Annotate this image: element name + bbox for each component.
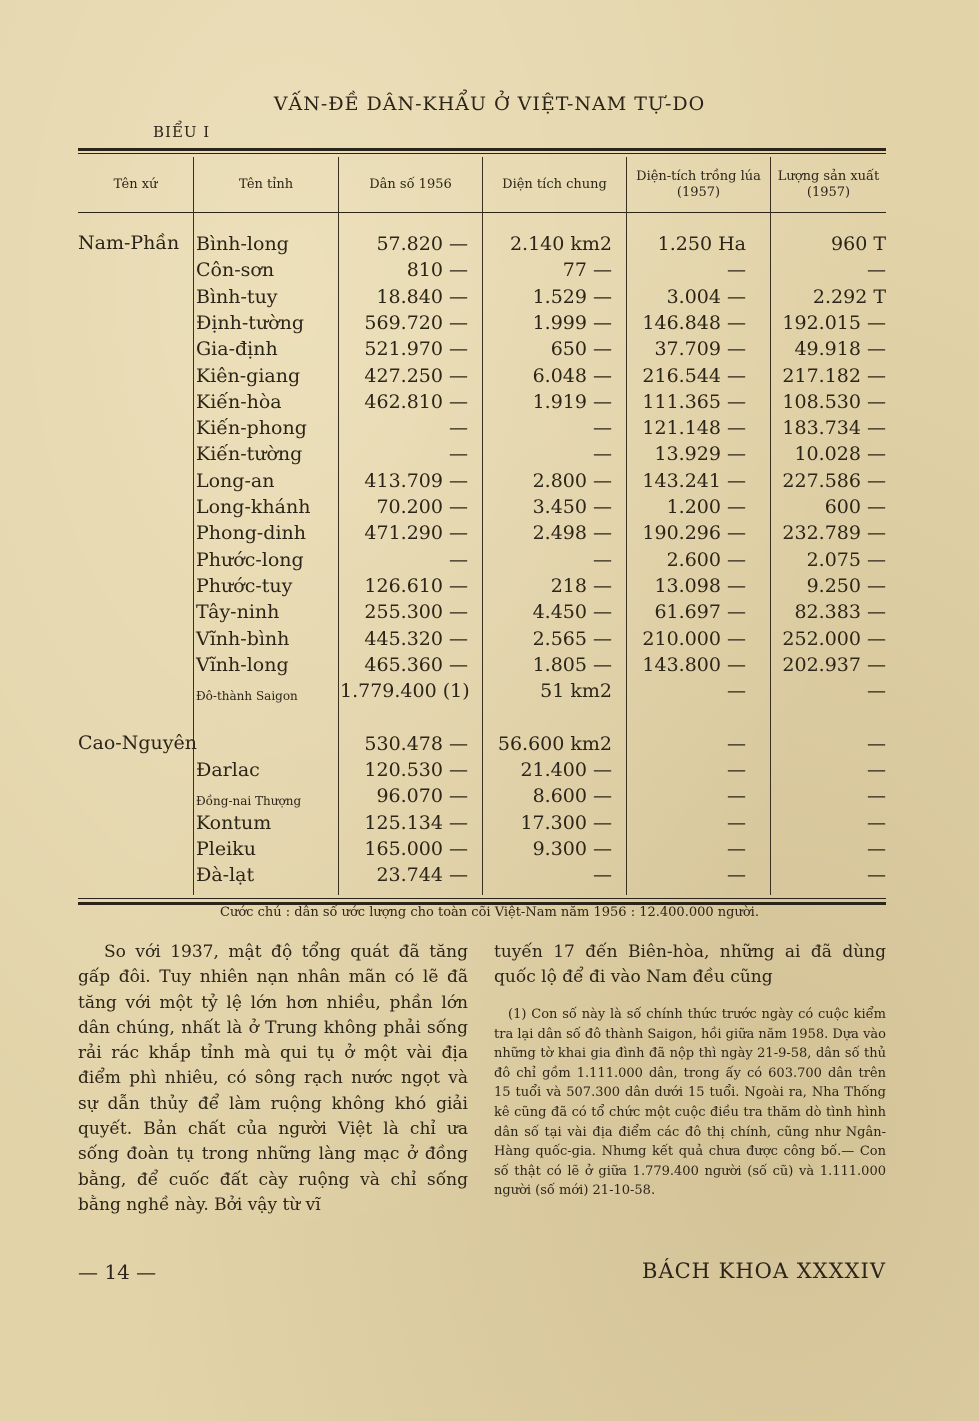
province-name: Kiến-phong — [196, 417, 307, 440]
table-top-rule-thin — [78, 153, 886, 154]
province-name: Phong-dinh — [196, 522, 306, 545]
rice-area-value: 13.929 — — [654, 443, 746, 466]
population-value: 465.360 — — [364, 653, 468, 676]
header-province: Tên tỉnh — [238, 177, 294, 192]
province-name: Phước-tuy — [196, 574, 293, 597]
area-value: 77 — — [562, 259, 612, 282]
body-text-left: So với 1937, mật độ tổng quát đã tăng gấp đôi. Tuy nhiên nạn nhân mãn có lẽ đã tăng với một tỷ lệ lớn hơn nhiều, phần lớn dân chúng, nhất là ở Trung không phải sống rải rác khắp tỉnh mà qui tụ ở một vài địa điểm phì nhiêu, có sông rạch nước ngọt và sự dẫn thủy để làm ruộng không khó giải quyết. Bản chất của người Việt là chỉ ưa sống đoàn tụ trong những làng mạc ở đồng bằng, để cuốc đất cày ruộng và chỉ sống bằng nghề này. Bởi vậy từ vĩ — [78, 942, 468, 1215]
production-value: 2.292 T — [812, 285, 886, 308]
population-value: — — [449, 548, 468, 571]
table-note: Cước chú : dân số ước lượng cho toàn cõi Việt-Nam năm 1956 : 12.400.000 người. — [220, 905, 759, 920]
production-value: 252.000 — — [782, 627, 886, 650]
population-value: 125.134 — — [364, 811, 468, 834]
area-value: 56.600 km2 — [497, 732, 612, 755]
table-bottom-rule-thin — [78, 898, 886, 899]
province-name: Kiến-tường — [196, 443, 303, 466]
province-name: Phước-long — [196, 548, 304, 571]
province-name: Đarlac — [196, 759, 260, 781]
rice-area-value: — — [727, 732, 746, 755]
area-value: 4.450 — — [532, 601, 612, 624]
population-value: 810 — — [406, 259, 468, 282]
production-value: 960 T — [831, 233, 886, 255]
area-value: 1.999 — — [532, 311, 612, 334]
rice-area-value: 13.098 — — [654, 574, 746, 597]
area-value: 218 — — [550, 574, 612, 597]
province-name: Vĩnh-long — [196, 653, 289, 676]
production-value: 202.937 — — [782, 653, 886, 676]
province-name: Côn-sơn — [196, 259, 275, 282]
province-name: Kontum — [196, 811, 272, 834]
province-name: Bình-long — [196, 233, 289, 255]
rice-area-value: — — [727, 259, 746, 282]
population-value: 18.840 — — [376, 285, 468, 308]
area-value: 2.800 — — [532, 469, 612, 492]
area-value: — — [593, 443, 612, 466]
area-value: 650 — — [550, 338, 612, 361]
province-name: Long-khánh — [196, 496, 311, 518]
rice-area-value: 1.200 — — [666, 496, 746, 518]
rice-area-value: — — [727, 811, 746, 834]
province-name: Gia-định — [196, 338, 278, 361]
population-value: 462.810 — — [364, 390, 468, 413]
population-value: 70.200 — — [376, 496, 468, 518]
production-value: 2.075 — — [806, 548, 886, 571]
population-value: 96.070 — — [376, 785, 468, 808]
area-value: 2.498 — — [532, 522, 612, 545]
production-value: 232.789 — — [782, 522, 886, 545]
population-value: 57.820 — — [376, 233, 468, 255]
rice-area-value: 190.296 — — [642, 522, 746, 545]
production-value: 49.918 — — [794, 338, 886, 361]
population-value: 165.000 — — [364, 837, 468, 860]
province-name: Vĩnh-bình — [196, 627, 290, 650]
header-total-area: Diện tích chung — [502, 177, 607, 192]
area-value: 1.529 — — [532, 285, 612, 308]
production-value: 108.530 — — [782, 390, 886, 413]
production-value: — — [867, 259, 886, 282]
area-value: 8.600 — — [532, 785, 612, 808]
header-rice-area: Diện-tích trồng lúa (1957) — [636, 169, 761, 200]
population-value: 413.709 — — [364, 469, 468, 492]
production-value: — — [867, 732, 886, 755]
rice-area-value: 216.544 — — [642, 364, 746, 387]
rice-area-value: — — [727, 785, 746, 808]
rice-area-value: — — [727, 759, 746, 781]
population-value: 569.720 — — [364, 311, 468, 334]
area-value: 2.565 — — [532, 627, 612, 650]
province-name: Đồng-nai Thượng — [196, 794, 302, 809]
area-value: 1.805 — — [532, 653, 612, 676]
population-value: 471.290 — — [364, 522, 468, 545]
rice-area-value: 210.000 — — [642, 627, 746, 650]
rice-area-value: 143.800 — — [642, 653, 746, 676]
rice-area-value: 121.148 — — [642, 417, 746, 440]
rice-area-value: 146.848 — — [642, 311, 746, 334]
area-value: — — [593, 548, 612, 571]
area-value: 51 km2 — [540, 680, 612, 703]
population-value: 120.530 — — [364, 759, 468, 781]
rice-area-value: 37.709 — — [654, 338, 746, 361]
area-value: 3.450 — — [532, 496, 612, 518]
area-value: 21.400 — — [520, 759, 612, 781]
area-value: 17.300 — — [520, 811, 612, 834]
column-divider — [193, 157, 194, 895]
table-top-rule — [78, 148, 886, 151]
area-value: 6.048 — — [532, 364, 612, 387]
population-value: — — [449, 417, 468, 440]
rice-area-value: 3.004 — — [666, 285, 746, 308]
production-value: 600 — — [824, 496, 886, 518]
rice-area-value: 111.365 — — [642, 390, 746, 413]
production-value: 10.028 — — [794, 443, 886, 466]
population-value: 1.779.400 (1) — [340, 680, 470, 703]
area-value: — — [593, 864, 612, 887]
rice-area-value: — — [727, 837, 746, 860]
production-value: 82.383 — — [794, 601, 886, 624]
production-value: — — [867, 680, 886, 703]
production-value: — — [867, 837, 886, 860]
footnote: (1) Con số này là số chính thức trước ngày có cuộc kiểm tra lại dân số đô thành Saigon, hồi giữa năm 1958. Dựa vào những tờ khai gia đình đã nộp thì ngày 21-9-58, dân số thủ đô chỉ gồm 1.111.000 dân, trong ấy có 603.700 dân trên 15 tuổi và 507.300 dân dưới 15 tuổi. Ngoài ra, Nha Thống kê cũng đã có tổ chức một cuộc điều tra thăm dò tình hình dân số tại vài địa điểm các đô thị chính, cũng như Ngân-Hàng quốc-gia. Nhưng kết quả chưa được công bố.— Con số thật có lẽ ở giữa 1.779.400 người (số cũ) và 1.111.000 người (số mới) 21-10-58. — [494, 1007, 886, 1199]
province-name: Định-tường — [196, 311, 305, 334]
production-value: 217.182 — — [782, 364, 886, 387]
area-value: 9.300 — — [532, 837, 612, 860]
population-value: 445.320 — — [364, 627, 468, 650]
province-name: Đô-thành Saigon — [196, 689, 298, 704]
area-value: 1.919 — — [532, 390, 612, 413]
province-name: Kiên-giang — [196, 364, 301, 387]
population-value: 23.744 — — [376, 864, 468, 887]
header-region: Tên xứ — [113, 177, 158, 192]
column-divider — [338, 157, 339, 895]
region-name: Nam-Phần — [78, 232, 180, 254]
body-text-right: tuyến 17 đến Biên-hòa, những ai đã dùng quốc lộ để đi vào Nam đều cũng — [494, 942, 886, 988]
page-number: — 14 — — [78, 1260, 157, 1284]
production-value: 9.250 — — [806, 574, 886, 597]
population-value: 255.300 — — [364, 601, 468, 624]
production-value: — — [867, 864, 886, 887]
population-value: 427.250 — — [364, 364, 468, 387]
rice-area-value: — — [727, 680, 746, 703]
population-value: 126.610 — — [364, 574, 468, 597]
province-name: Đà-lạt — [196, 864, 255, 887]
population-value: — — [449, 443, 468, 466]
production-value: — — [867, 785, 886, 808]
province-name: Tây-ninh — [196, 601, 280, 624]
production-value: 183.734 — — [782, 417, 886, 440]
header-population: Dân số 1956 — [369, 177, 452, 192]
province-name: Bình-tuy — [196, 285, 278, 308]
rice-area-value: 61.697 — — [654, 601, 746, 624]
table-label: BIỂU I — [153, 123, 211, 141]
column-divider — [626, 157, 627, 895]
rice-area-value: 143.241 — — [642, 469, 746, 492]
production-value: — — [867, 811, 886, 834]
population-value: 521.970 — — [364, 338, 468, 361]
area-value: 2.140 km2 — [509, 233, 612, 255]
production-value: 192.015 — — [782, 311, 886, 334]
rice-area-value: 2.600 — — [666, 548, 746, 571]
column-divider — [482, 157, 483, 895]
running-title: VẤN-ĐỀ DÂN-KHẨU Ở VIỆT-NAM TỰ-DO — [273, 93, 706, 115]
province-name: Pleiku — [196, 837, 256, 860]
rice-area-value: 1.250 Ha — [657, 233, 746, 255]
production-value: 227.586 — — [782, 469, 886, 492]
province-name: Kiến-hòa — [196, 390, 282, 413]
column-divider — [770, 157, 771, 895]
production-value: — — [867, 759, 886, 781]
area-value: — — [593, 417, 612, 440]
region-name: Cao-Nguyên — [78, 731, 197, 754]
header-production: Lượng sản xuất (1957) — [777, 169, 880, 200]
magazine-name: BÁCH KHOA XXXXIV — [642, 1259, 886, 1283]
rice-area-value: — — [727, 864, 746, 887]
population-value: 530.478 — — [364, 732, 468, 755]
province-name: Long-an — [196, 469, 275, 492]
